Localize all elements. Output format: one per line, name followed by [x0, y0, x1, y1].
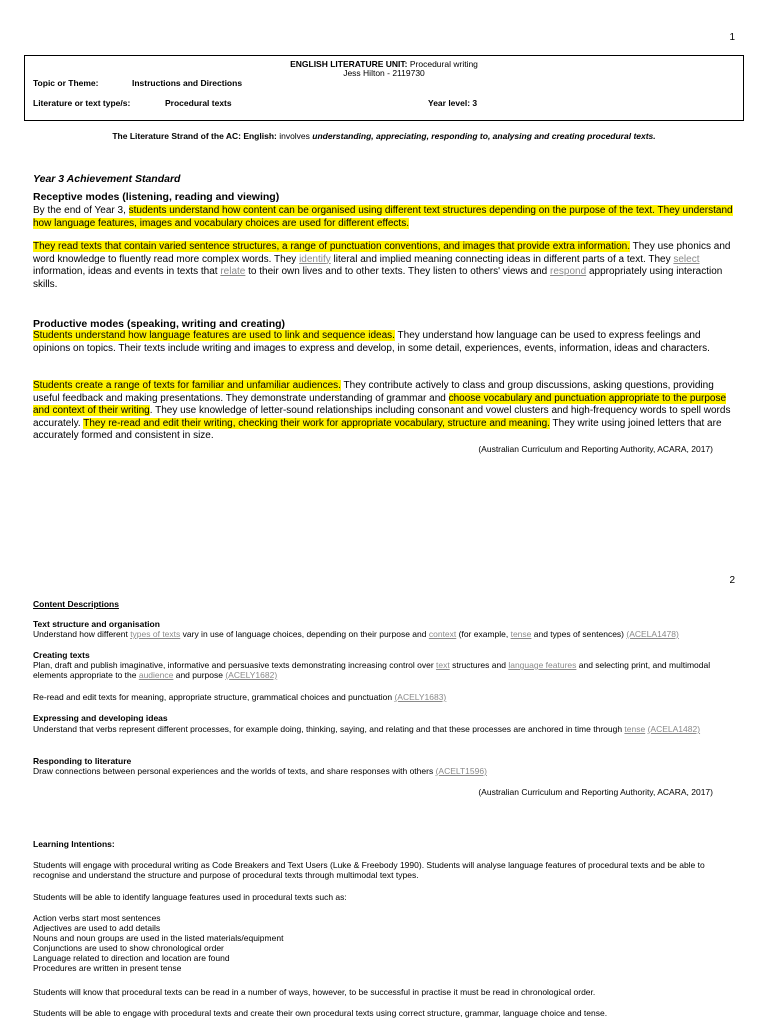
- productive-paragraph-2: Students create a range of texts for familiar and unfamiliar audiences. They contribute actively to class and group discussions, asking questions, providing useful feedback and making presentations. They demonstrate understanding of grammar and choose vocabulary and punctuation appropriate to the purpose and context of their writing. They use knowledge of letter-sound relationships including consonant and vowel clusters and high-frequency words to spell words accurately. They re-read and edit their writing, checking their work for appropriate vocabulary, structure and meaning. They write using joined letters that are accurately formed and consistent in size.: [33, 380, 731, 442]
- link-tense[interactable]: tense: [510, 629, 532, 639]
- learning-intentions-heading: Learning Intentions:: [33, 839, 115, 849]
- list-item: Nouns and noun groups are used in the listed materials/equipment: [33, 933, 284, 943]
- list-item: Conjunctions are used to show chronological order: [33, 943, 224, 953]
- receptive-paragraph-2: They read texts that contain varied sentence structures, a range of punctuation conventions, and images that provide extra information. They use phonics and word knowledge to fluently read more complex words. They identify literal and implied meaning connecting ideas in different parts of a text. They select information, ideas and events in texts that relate to their own lives and to other texts. They listen to others' views and respond appropriately using interaction skills.: [33, 241, 731, 290]
- citation: (Australian Curriculum and Reporting Authority, ACARA, 2017): [478, 444, 713, 454]
- link-identify[interactable]: identify: [299, 253, 331, 265]
- learning-paragraph-4: Students will be able to engage with procedural texts and create their own procedural texts using correct structure, grammar, language choice and tense.: [33, 1008, 608, 1018]
- link-acela1482[interactable]: (ACELA1482): [647, 724, 701, 734]
- link-respond[interactable]: respond: [550, 266, 587, 278]
- page-number: 2: [729, 575, 735, 586]
- literature-value: Procedural texts: [165, 98, 232, 108]
- link-context[interactable]: context: [428, 629, 457, 639]
- receptive-heading: Receptive modes (listening, reading and viewing): [33, 191, 280, 203]
- list-item: Procedures are written in present tense: [33, 963, 182, 973]
- language-features-list: [33, 913, 738, 973]
- unit-header-box: [24, 55, 744, 121]
- text-structure-description: Understand how different types of texts vary in use of language choices, depending on their purpose and context (for example, tense and types of sentences) (ACELA1478): [33, 629, 679, 639]
- link-tense-2[interactable]: tense: [624, 724, 646, 734]
- link-relate[interactable]: relate: [220, 266, 246, 278]
- year-level: Year level: 3: [428, 98, 478, 108]
- link-acely1682[interactable]: (ACELY1682): [225, 670, 278, 680]
- receptive-paragraph-1: By the end of Year 3, students understand how content can be organised using different text structures depending on the purpose of the text. They understand how language features, images and vocabulary choices are used for different effects.: [33, 205, 733, 229]
- link-acela1478[interactable]: (ACELA1478): [626, 629, 679, 639]
- link-audience[interactable]: audience: [138, 670, 174, 680]
- learning-paragraph-2: Students will be able to identify language features used in procedural texts such as:: [33, 892, 347, 902]
- topic-value: Instructions and Directions: [132, 78, 243, 88]
- author-line: Jess Hilton - 2119730: [343, 68, 425, 78]
- unit-title: ENGLISH LITERATURE UNIT: Procedural writing: [290, 59, 478, 69]
- text-structure-heading: Text structure and organisation: [33, 619, 160, 629]
- citation: (Australian Curriculum and Reporting Authority, ACARA, 2017): [478, 787, 713, 797]
- list-item: Action verbs start most sentences: [33, 913, 161, 923]
- learning-paragraph-3: Students will know that procedural texts can be read in a number of ways, however, to be successful in practise it must be read in chronological order.: [33, 987, 596, 997]
- productive-heading: Productive modes (speaking, writing and creating): [33, 318, 286, 330]
- achievement-title: Year 3 Achievement Standard: [33, 173, 181, 185]
- learning-paragraph-1: Students will engage with procedural writing as Code Breakers and Text Users (Luke & Freebody 1990). Students will analyse language features of procedural texts and be able to recognise and understand the structure and purpose of procedural texts through multimodal text types.: [33, 860, 705, 880]
- productive-paragraph-1: Students understand how language features are used to link and sequence ideas. They understand how language can be used to express feelings and opinions on topics. Their texts include writing and images to express and develop, in some detail, experiences, events, information, ideas and characters.: [33, 330, 710, 354]
- link-types-of-texts[interactable]: types of texts: [130, 629, 181, 639]
- expressing-description: Understand that verbs represent different processes, for example doing, thinking, saying, and relating and that these processes are anchored in time through tense (ACELA1482): [33, 724, 701, 734]
- link-language-features[interactable]: language features: [508, 660, 577, 670]
- responding-description: Draw connections between personal experiences and the worlds of texts, and share responses with others (ACELT1596): [33, 766, 487, 776]
- list-item: Language related to direction and location are found: [33, 953, 230, 963]
- link-acely1683[interactable]: (ACELY1683): [394, 692, 447, 702]
- list-item: Adjectives are used to add details: [33, 923, 161, 933]
- link-text[interactable]: text: [436, 660, 450, 670]
- responding-heading: Responding to literature: [33, 756, 132, 766]
- link-select[interactable]: select: [673, 253, 700, 265]
- content-descriptions-title: Content Descriptions: [33, 599, 119, 609]
- creating-texts-description: Plan, draft and publish imaginative, informative and persuasive texts demonstrating increasing control over text structures and language features and selecting print, and multimodal elements appropriate to the audience and purpose (ACELY1682): [33, 660, 711, 680]
- literature-strand: The Literature Strand of the AC: English: involves understanding, appreciating, responding to, analysing and creating procedural texts.: [112, 131, 656, 141]
- page-number: 1: [729, 32, 735, 43]
- topic-label: Topic or Theme:: [33, 78, 99, 88]
- expressing-heading: Expressing and developing ideas: [33, 713, 168, 723]
- creating-texts-heading: Creating texts: [33, 650, 90, 660]
- link-acelt1596[interactable]: (ACELT1596): [435, 766, 487, 776]
- reread-description: Re-read and edit texts for meaning, appropriate structure, grammatical choices and punctuation (ACELY1683): [33, 692, 447, 702]
- literature-label: Literature or text type/s:: [33, 98, 131, 108]
